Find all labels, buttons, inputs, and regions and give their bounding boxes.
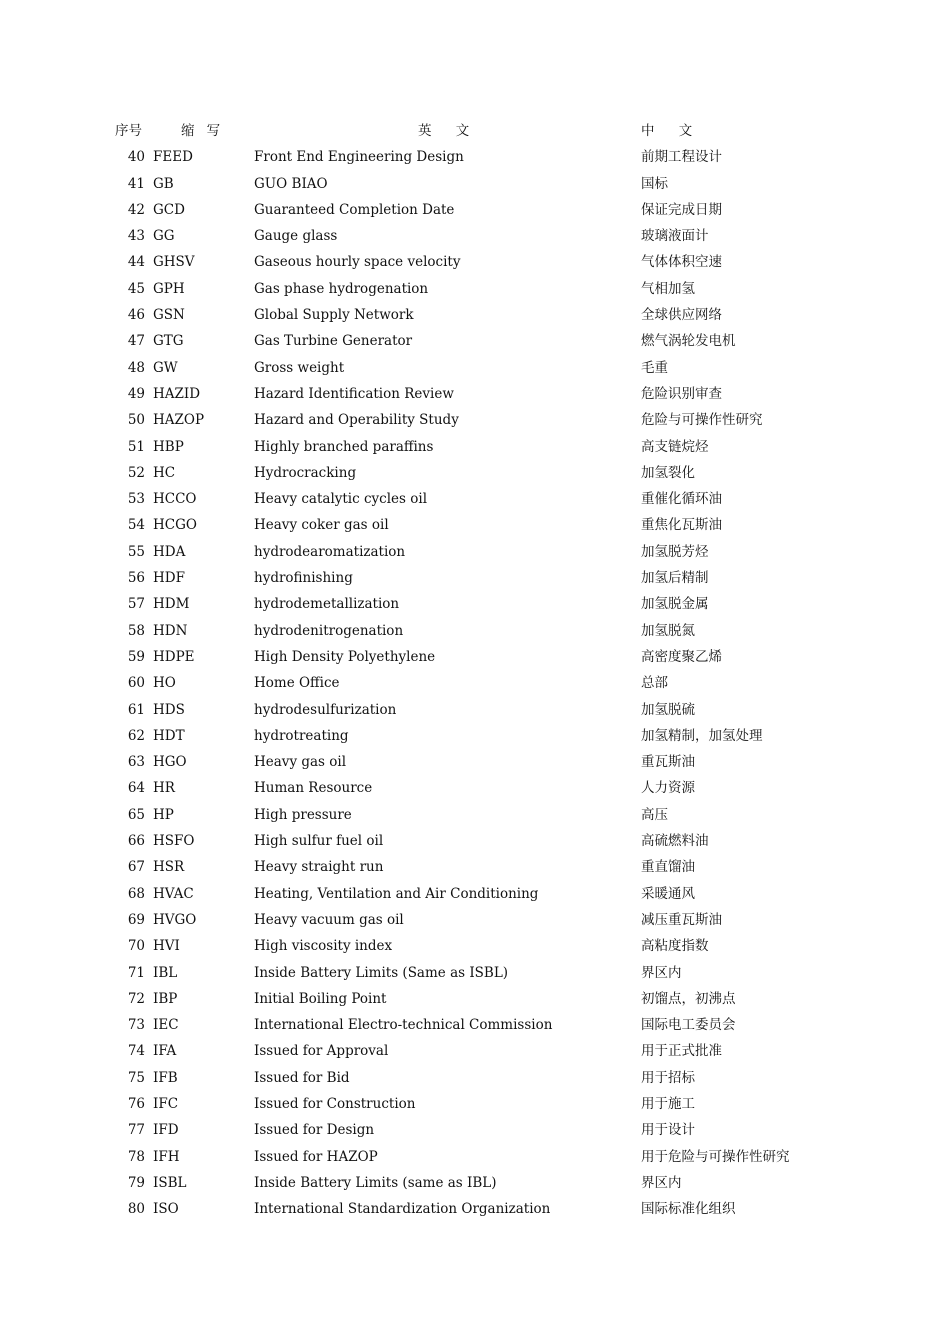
- row-abbreviation: FEED: [153, 149, 193, 166]
- row-english: Heavy gas oil: [254, 754, 347, 771]
- table-body: [115, 144, 835, 1222]
- row-chinese: 危险识别审查: [641, 385, 722, 402]
- row-abbreviation: HDT: [153, 727, 185, 744]
- row-number: 45: [127, 280, 145, 297]
- row-english: Issued for Construction: [254, 1095, 416, 1112]
- row-chinese: 重焦化瓦斯油: [641, 517, 722, 534]
- row-abbreviation: HCGO: [153, 517, 197, 534]
- table-row: [115, 697, 835, 723]
- row-chinese: 重催化循环油: [641, 491, 722, 508]
- abbreviation-table: [115, 118, 835, 1222]
- row-abbreviation: HP: [153, 806, 174, 823]
- row-chinese: 气体体积空速: [641, 254, 722, 271]
- row-chinese: 加氢脱金属: [641, 596, 709, 613]
- row-english: Heavy straight run: [254, 859, 384, 876]
- row-number: 56: [127, 570, 145, 587]
- row-chinese: 用于正式批准: [641, 1043, 722, 1060]
- table-row: [115, 460, 835, 486]
- row-abbreviation: HDPE: [153, 648, 195, 665]
- row-abbreviation: HAZID: [153, 385, 201, 402]
- row-number: 70: [127, 938, 145, 955]
- row-english: Hydrocracking: [254, 464, 357, 481]
- row-english: International Electro-technical Commission: [254, 1017, 553, 1034]
- table-row: [115, 960, 835, 986]
- row-chinese: 重直馏油: [641, 859, 695, 876]
- row-chinese: 高密度聚乙烯: [641, 648, 722, 665]
- row-number: 80: [127, 1201, 145, 1218]
- row-chinese: 加氢精制，加氢处理: [641, 727, 763, 744]
- row-abbreviation: GW: [153, 359, 178, 376]
- row-number: 40: [127, 149, 145, 166]
- row-english: Front End Engineering Design: [254, 149, 464, 166]
- row-english: Issued for Approval: [254, 1043, 389, 1060]
- row-number: 63: [127, 754, 145, 771]
- row-abbreviation: ISO: [153, 1201, 179, 1218]
- table-row: [115, 933, 835, 959]
- row-english: Gauge glass: [254, 228, 338, 245]
- row-chinese: 危险与可操作性研究: [641, 412, 763, 429]
- row-chinese: 用于施工: [641, 1095, 695, 1112]
- row-english: Global Supply Network: [254, 307, 414, 324]
- row-abbreviation: HDM: [153, 596, 190, 613]
- row-chinese: 高压: [641, 806, 668, 823]
- header-chinese: 中文: [641, 123, 717, 139]
- table-row: [115, 1144, 835, 1170]
- row-number: 61: [127, 701, 145, 718]
- row-english: High viscosity index: [254, 938, 393, 955]
- header-english: 英文: [418, 123, 494, 139]
- table-row: [115, 276, 835, 302]
- row-abbreviation: IFD: [153, 1122, 179, 1139]
- row-number: 58: [127, 622, 145, 639]
- table-row: [115, 355, 835, 381]
- row-english: Gaseous hourly space velocity: [254, 254, 461, 271]
- row-english: Initial Boiling Point: [254, 990, 387, 1007]
- row-chinese: 重瓦斯油: [641, 754, 695, 771]
- row-number: 43: [127, 228, 145, 245]
- table-row: [115, 1170, 835, 1196]
- row-number: 50: [127, 412, 145, 429]
- row-number: 59: [127, 648, 145, 665]
- row-abbreviation: GSN: [153, 307, 185, 324]
- row-number: 49: [127, 385, 145, 402]
- row-english: Gas Turbine Generator: [254, 333, 413, 350]
- table-row: [115, 302, 835, 328]
- row-abbreviation: HDA: [153, 543, 186, 560]
- row-english: Heavy vacuum gas oil: [254, 911, 404, 928]
- row-abbreviation: GCD: [153, 201, 185, 218]
- table-row: [115, 670, 835, 696]
- table-row: [115, 986, 835, 1012]
- row-english: High Density Polyethylene: [254, 648, 436, 665]
- row-number: 75: [127, 1069, 145, 1086]
- table-row: [115, 512, 835, 538]
- row-number: 54: [127, 517, 145, 534]
- header-abbreviation: 缩写: [181, 123, 233, 139]
- row-chinese: 用于招标: [641, 1069, 695, 1086]
- row-english: Gross weight: [254, 359, 345, 376]
- table-row: [115, 644, 835, 670]
- row-chinese: 界区内: [641, 964, 682, 981]
- row-number: 65: [127, 806, 145, 823]
- row-number: 67: [127, 859, 145, 876]
- row-abbreviation: HVI: [153, 938, 180, 955]
- row-number: 46: [127, 307, 145, 324]
- row-abbreviation: HO: [153, 675, 176, 692]
- table-row: [115, 1091, 835, 1117]
- row-abbreviation: GG: [153, 228, 175, 245]
- table-row: [115, 1065, 835, 1091]
- row-abbreviation: HAZOP: [153, 412, 205, 429]
- row-english: Home Office: [254, 675, 340, 692]
- row-english: Issued for HAZOP: [254, 1148, 378, 1165]
- row-chinese: 燃气涡轮发电机: [641, 333, 736, 350]
- row-number: 42: [127, 201, 145, 218]
- row-number: 64: [127, 780, 145, 797]
- table-row: [115, 144, 835, 170]
- table-row: [115, 591, 835, 617]
- table-row: [115, 775, 835, 801]
- row-number: 71: [127, 964, 145, 981]
- row-english: Human Resource: [254, 780, 373, 797]
- row-number: 55: [127, 543, 145, 560]
- table-row: [115, 407, 835, 433]
- row-english: Hazard Identification Review: [254, 385, 454, 402]
- row-abbreviation: GB: [153, 175, 174, 192]
- table-row: [115, 1012, 835, 1038]
- row-english: Highly branched paraffins: [254, 438, 434, 455]
- table-row: [115, 1196, 835, 1222]
- row-english: High sulfur fuel oil: [254, 833, 384, 850]
- row-english: GUO BIAO: [254, 175, 328, 192]
- table-row: [115, 381, 835, 407]
- row-number: 47: [127, 333, 145, 350]
- row-number: 41: [127, 175, 145, 192]
- table-row: [115, 854, 835, 880]
- table-row: [115, 171, 835, 197]
- row-english: Hazard and Operability Study: [254, 412, 459, 429]
- row-chinese: 国际标准化组织: [641, 1201, 736, 1218]
- row-english: Inside Battery Limits (same as IBL): [254, 1174, 497, 1191]
- table-row: [115, 723, 835, 749]
- table-row: [115, 197, 835, 223]
- row-chinese: 减压重瓦斯油: [641, 911, 722, 928]
- row-number: 66: [127, 833, 145, 850]
- row-abbreviation: HSFO: [153, 833, 195, 850]
- row-chinese: 采暖通风: [641, 885, 695, 902]
- row-abbreviation: HSR: [153, 859, 185, 876]
- row-abbreviation: HDN: [153, 622, 188, 639]
- row-number: 68: [127, 885, 145, 902]
- table-row: [115, 328, 835, 354]
- row-chinese: 加氢脱氮: [641, 622, 695, 639]
- row-chinese: 加氢裂化: [641, 464, 695, 481]
- table-row: [115, 565, 835, 591]
- row-chinese: 加氢脱硫: [641, 701, 695, 718]
- row-number: 74: [127, 1043, 145, 1060]
- row-chinese: 高支链烷烃: [641, 438, 709, 455]
- table-row: [115, 249, 835, 275]
- row-abbreviation: HGO: [153, 754, 187, 771]
- table-row: [115, 539, 835, 565]
- row-chinese: 人力资源: [641, 780, 695, 797]
- table-row: [115, 828, 835, 854]
- row-number: 57: [127, 596, 145, 613]
- row-abbreviation: HDS: [153, 701, 185, 718]
- row-abbreviation: IBP: [153, 990, 178, 1007]
- row-chinese: 全球供应网络: [641, 307, 722, 324]
- row-chinese: 初馏点，初沸点: [641, 990, 736, 1007]
- row-chinese: 国标: [641, 175, 668, 192]
- row-abbreviation: GHSV: [153, 254, 195, 271]
- row-chinese: 总部: [641, 675, 668, 692]
- row-english: hydrodenitrogenation: [254, 622, 404, 639]
- row-number: 52: [127, 464, 145, 481]
- row-number: 51: [127, 438, 145, 455]
- row-english: hydrotreating: [254, 727, 349, 744]
- row-english: Heavy catalytic cycles oil: [254, 491, 428, 508]
- row-english: Guaranteed Completion Date: [254, 201, 455, 218]
- table-row: [115, 1117, 835, 1143]
- row-number: 76: [127, 1095, 145, 1112]
- row-chinese: 国际电工委员会: [641, 1017, 736, 1034]
- row-abbreviation: IFC: [153, 1095, 179, 1112]
- row-number: 72: [127, 990, 145, 1007]
- row-english: Inside Battery Limits (Same as ISBL): [254, 964, 509, 981]
- row-english: High pressure: [254, 806, 352, 823]
- row-chinese: 用于危险与可操作性研究: [641, 1148, 790, 1165]
- row-number: 79: [127, 1174, 145, 1191]
- row-chinese: 用于设计: [641, 1122, 695, 1139]
- row-chinese: 气相加氢: [641, 280, 695, 297]
- row-chinese: 界区内: [641, 1174, 682, 1191]
- row-abbreviation: ISBL: [153, 1174, 187, 1191]
- row-english: hydrodearomatization: [254, 543, 406, 560]
- row-abbreviation: HDF: [153, 570, 185, 587]
- row-english: hydrofinishing: [254, 570, 353, 587]
- row-english: Heavy coker gas oil: [254, 517, 389, 534]
- row-english: International Standardization Organization: [254, 1201, 551, 1218]
- row-chinese: 保证完成日期: [641, 201, 722, 218]
- row-number: 44: [127, 254, 145, 271]
- row-chinese: 毛重: [641, 359, 668, 376]
- table-row: [115, 749, 835, 775]
- row-number: 48: [127, 359, 145, 376]
- row-abbreviation: HVAC: [153, 885, 194, 902]
- row-chinese: 加氢后精制: [641, 570, 709, 587]
- row-number: 78: [127, 1148, 145, 1165]
- row-number: 53: [127, 491, 145, 508]
- table-row: [115, 434, 835, 460]
- row-abbreviation: IFA: [153, 1043, 177, 1060]
- row-abbreviation: GPH: [153, 280, 185, 297]
- table-header: [115, 118, 835, 144]
- row-abbreviation: HBP: [153, 438, 184, 455]
- row-abbreviation: HCCO: [153, 491, 197, 508]
- row-chinese: 高硫燃料油: [641, 833, 709, 850]
- table-row: [115, 618, 835, 644]
- row-abbreviation: GTG: [153, 333, 184, 350]
- row-abbreviation: HR: [153, 780, 175, 797]
- table-row: [115, 1038, 835, 1064]
- row-number: 73: [127, 1017, 145, 1034]
- row-abbreviation: HVGO: [153, 911, 197, 928]
- row-abbreviation: IEC: [153, 1017, 179, 1034]
- table-row: [115, 802, 835, 828]
- row-number: 62: [127, 727, 145, 744]
- header-number: 序号: [115, 123, 142, 139]
- row-english: Heating, Ventilation and Air Conditioning: [254, 885, 539, 902]
- row-number: 69: [127, 911, 145, 928]
- row-english: Issued for Design: [254, 1122, 375, 1139]
- row-abbreviation: IFB: [153, 1069, 178, 1086]
- row-english: hydrodesulfurization: [254, 701, 397, 718]
- row-english: Issued for Bid: [254, 1069, 350, 1086]
- table-row: [115, 881, 835, 907]
- row-abbreviation: IBL: [153, 964, 178, 981]
- row-chinese: 高粘度指数: [641, 938, 709, 955]
- row-chinese: 玻璃液面计: [641, 228, 709, 245]
- row-abbreviation: HC: [153, 464, 176, 481]
- row-number: 77: [127, 1122, 145, 1139]
- row-english: hydrodemetallization: [254, 596, 400, 613]
- row-number: 60: [127, 675, 145, 692]
- row-abbreviation: IFH: [153, 1148, 180, 1165]
- table-row: [115, 907, 835, 933]
- row-chinese: 加氢脱芳烃: [641, 543, 709, 560]
- table-row: [115, 486, 835, 512]
- table-row: [115, 223, 835, 249]
- row-english: Gas phase hydrogenation: [254, 280, 429, 297]
- row-chinese: 前期工程设计: [641, 149, 722, 166]
